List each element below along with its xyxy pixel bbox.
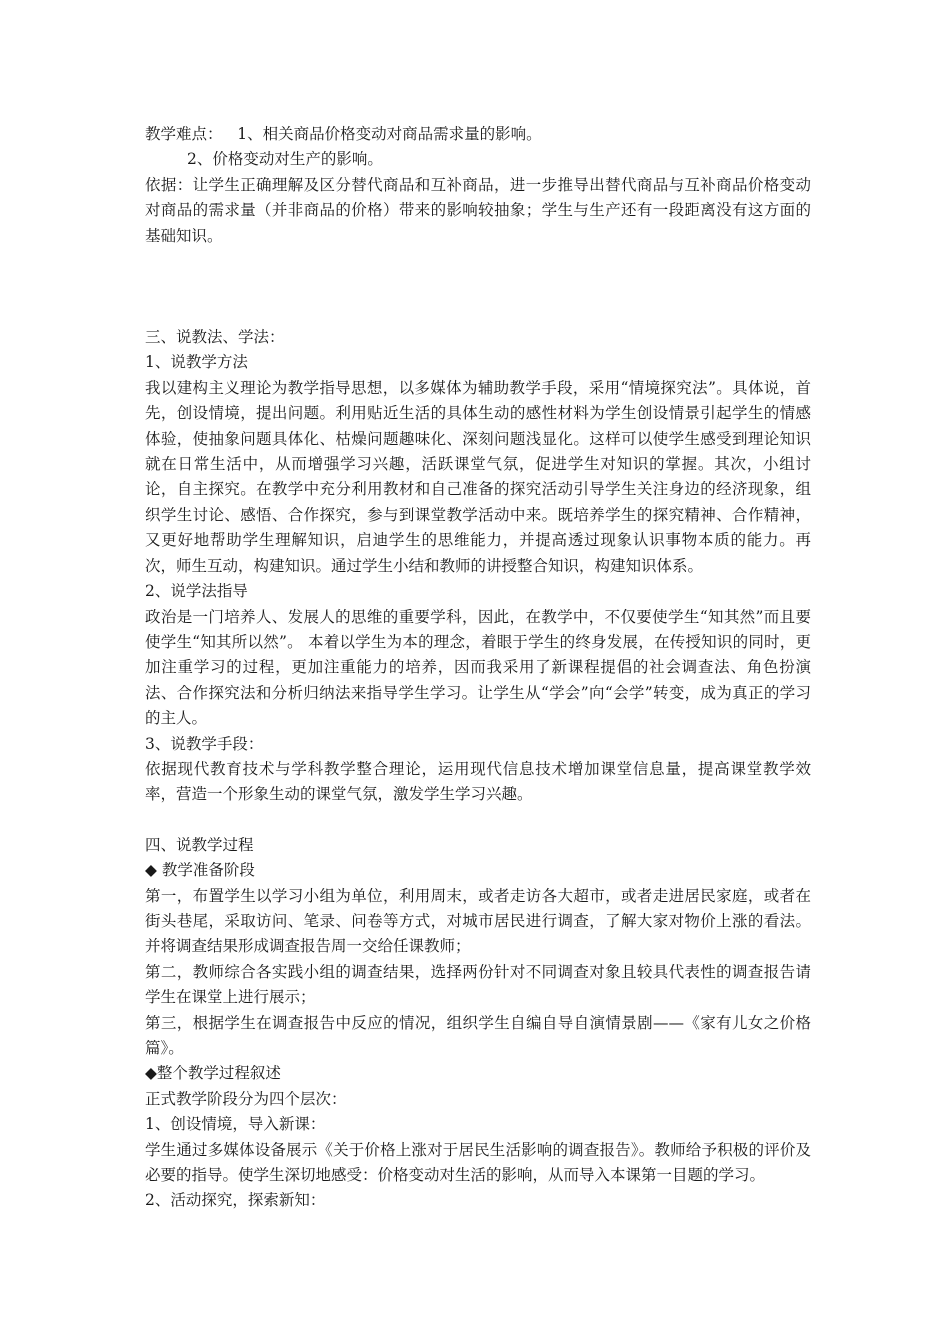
teaching-method-paragraph: 我以建构主义理论为教学指导思想，以多媒体为辅助教学手段，采用“情境探究法”。具体说，首先，创设情境，提出问题。利用贴近生活的具体生动的感性材料为学生创设情景引起学生的情感体验，使抽象问题具体化、枯燥问题趣味化、深刻问题浅显化。这样可以使学生感受到理论知识就在日常生活中，从而增强学习兴趣，活跃课堂气氛，促进学生对知识的掌握。其次，小组讨论，自主探究。在教学中充分利用教材和自己准备的探究活动引导学生关注身边的经济现象，组织学生讨论、感悟、合作探究，参与到课堂教学活动中来。既培养学生的探究精神、合作精神，又更好地帮助学生理解知识，启迪学生的思维能力，并提高透过现象认识事物本质的能力。再次，师生互动，构建知识。通过学生小结和教师的讲授整合知识，构建知识体系。 (145, 378, 811, 575)
difficulties-label: 教学难点： (145, 125, 223, 143)
section-3-sub-3: 3、说教学手段： (145, 734, 264, 753)
teaching-means-paragraph: 依据现代教育技术与学科教学整合理论，运用现代信息技术增加课堂信息量，提高课堂教学效率，营造一个形象生动的课堂气氛，激发学生学习兴趣。 (145, 759, 811, 804)
difficulties-line (145, 122, 811, 147)
preparation-step-1: 第一，布置学生以学习小组为单位，利用周末，或者走访各大超市，或者走进居民家庭，或者在街头巷尾，采取访问、笔录、问卷等方式，对城市居民进行调查，了解大家对物价上涨的看法。并将调查结果形成调查报告周一交给任课教师； (145, 886, 811, 956)
basis-paragraph: 依据：让学生正确理解及区分替代商品和互补商品，进一步推导出替代商品与互补商品价格变动对商品的需求量（并非商品的价格）带来的影响较抽象；学生与生产还有一段距离没有这方面的基础知识。 (145, 175, 811, 245)
learning-method-paragraph: 政治是一门培养人、发展人的思维的重要学科，因此，在教学中，不仅要使学生“知其然”而且要使学生“知其所以然”。 本着以学生为本的理念，着眼于学生的终身发展，在传授知识的同时，更加注重学习的过程，更加注重能力的培养，因而我采用了新课程提倡的社会调查法、角色扮演法、合作探究法和分析归纳法来指导学生学习。让学生从“学会”向“会学”转变，成为真正的学习的主人。 (145, 607, 811, 728)
section-3-sub-1: 1、说教学方法 (145, 353, 248, 372)
difficulty-item-1: 1、相关商品价格变动对商品需求量的影响。 (237, 125, 542, 143)
spacer (145, 249, 811, 325)
stages-intro: 正式教学阶段分为四个层次： (145, 1089, 347, 1108)
section-3-heading: 三、说教法、学法： (145, 328, 285, 347)
document-page (145, 122, 811, 1214)
spacer (145, 808, 811, 833)
step-1-heading: 1、创设情境，导入新课： (145, 1115, 326, 1134)
difficulty-item-2: 2、价格变动对生产的影响。 (187, 150, 383, 169)
preparation-step-2: 第二，教师综合各实践小组的调查结果，选择两份针对不同调查对象且较具代表性的调查报告请学生在课堂上进行展示； (145, 962, 811, 1007)
step-2-heading: 2、活动探究，探索新知： (145, 1191, 326, 1210)
section-4-heading: 四、说教学过程 (145, 835, 254, 854)
preparation-step-3: 第三，根据学生在调查报告中反应的情况，组织学生自编自导自演情景剧——《家有儿女之价格篇》。 (145, 1013, 811, 1057)
step-1-paragraph: 学生通过多媒体设备展示《关于价格上涨对于居民生活影响的调查报告》。教师给予积极的评价及必要的指导。使学生深切地感受：价格变动对生活的影响，从而导入本课第一目题的学习。 (145, 1140, 811, 1185)
process-heading: ◆整个教学过程叙述 (145, 1064, 281, 1083)
section-3-sub-2: 2、说学法指导 (145, 582, 248, 601)
preparation-heading: ◆ 教学准备阶段 (145, 861, 255, 880)
